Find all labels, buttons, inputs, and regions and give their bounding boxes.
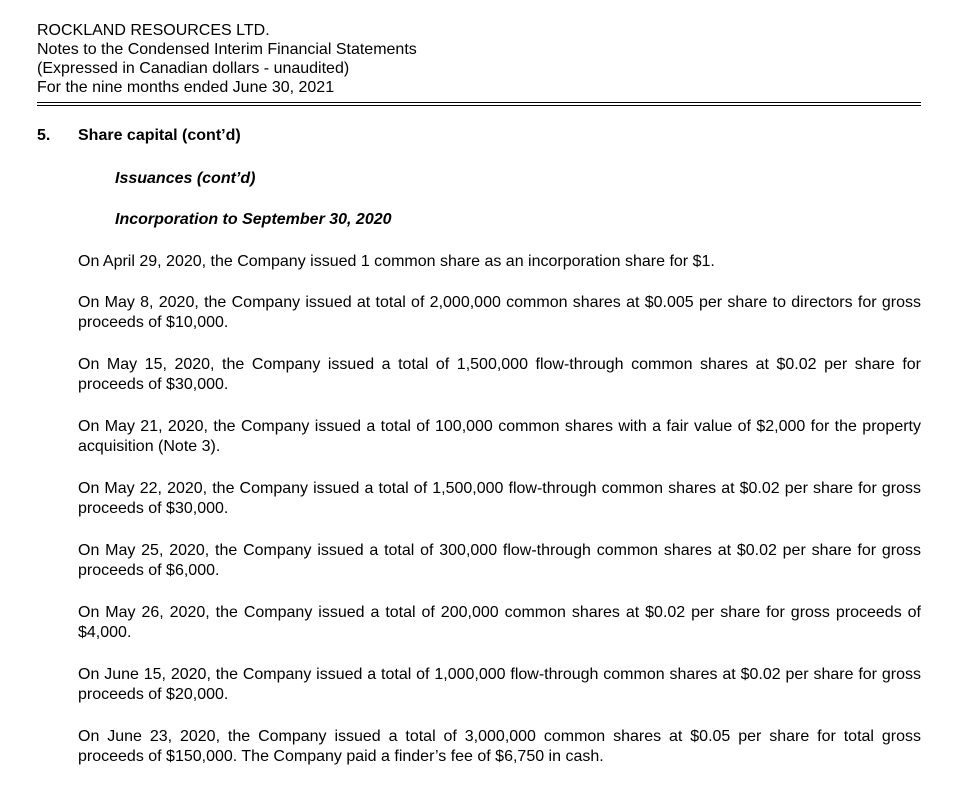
- paragraph-2: On May 8, 2020, the Company issued at total of 2,000,000 common shares at $0.005 per share to directors for gross proceeds of $10,000.: [78, 294, 921, 331]
- paragraph-6: On May 25, 2020, the Company issued a total of 300,000 flow-through common shares at $0.02 per share for gross proceeds of $6,000.: [78, 542, 921, 579]
- issuances-subheading: Issuances (cont’d): [115, 170, 256, 187]
- paragraph-3: On May 15, 2020, the Company issued a total of 1,500,000 flow-through common shares at $0.02 per share for proceeds of $30,000.: [78, 356, 921, 393]
- section-number: 5.: [37, 127, 51, 144]
- header-rule-bottom: [37, 105, 921, 106]
- company-name: ROCKLAND RESOURCES LTD.: [37, 22, 270, 39]
- paragraph-1: On April 29, 2020, the Company issued 1 common share as an incorporation share for $1.: [78, 253, 715, 270]
- paragraph-7: On May 26, 2020, the Company issued a total of 200,000 common shares at $0.02 per share for gross proceeds of $4,000.: [78, 604, 921, 641]
- paragraph-4: On May 21, 2020, the Company issued a total of 100,000 common shares with a fair value of $2,000 for the property acquisition (Note 3).: [78, 418, 921, 455]
- currency-note: (Expressed in Canadian dollars - unaudited): [37, 60, 350, 77]
- document-subtitle: Notes to the Condensed Interim Financial Statements: [37, 41, 417, 58]
- section-title: Share capital (cont’d): [78, 127, 241, 144]
- paragraph-5: On May 22, 2020, the Company issued a total of 1,500,000 flow-through common shares at $0.02 per share for gross proceeds of $30,000.: [78, 480, 921, 517]
- period-subheading: Incorporation to September 30, 2020: [115, 211, 392, 228]
- reporting-period: For the nine months ended June 30, 2021: [37, 79, 335, 96]
- paragraph-8: On June 15, 2020, the Company issued a total of 1,000,000 flow-through common shares at $0.02 per share for gross proceeds of $20,000.: [78, 666, 921, 703]
- paragraph-9: On June 23, 2020, the Company issued a total of 3,000,000 common shares at $0.05 per share for total gross proceeds of $150,000. The Company paid a finder’s fee of $6,750 in cash.: [78, 728, 921, 765]
- header-rule-top: [37, 102, 921, 103]
- document-header: [37, 21, 921, 97]
